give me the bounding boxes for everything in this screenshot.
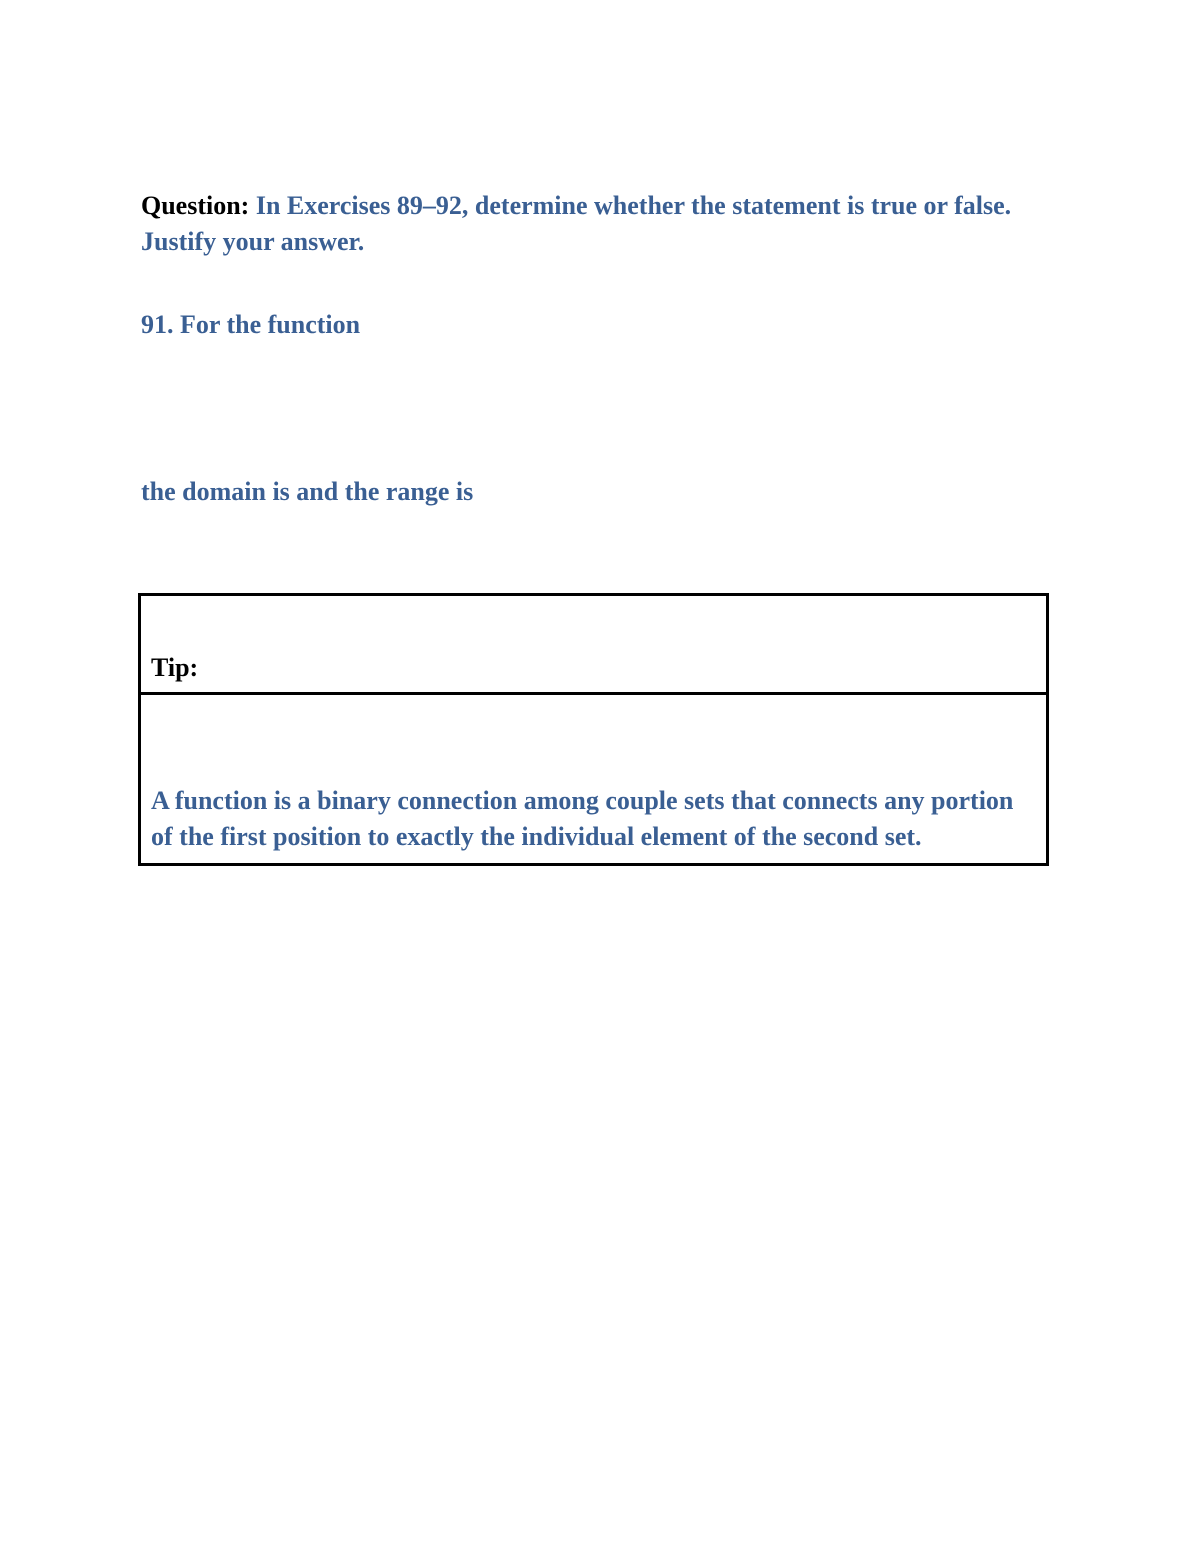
domain-range-line: the domain is and the range is [141, 477, 474, 506]
tip-heading: Tip: [151, 653, 199, 682]
tip-table [138, 593, 1049, 866]
question-text: In Exercises 89–92, determine whether the statement is true or false. Justify your answer. [141, 191, 1012, 256]
tip-body-text: A function is a binary connection among couple sets that connects any portion of the first position to exactly the individual element of the second set. [151, 786, 1014, 851]
tip-header-cell [140, 595, 1048, 694]
tip-body-row [140, 694, 1048, 865]
exercise-title: 91. For the function [141, 310, 361, 339]
question-paragraph [141, 188, 1021, 260]
tip-header-row [140, 595, 1048, 694]
question-label: Question: [141, 191, 250, 220]
tip-body-cell [140, 694, 1048, 865]
